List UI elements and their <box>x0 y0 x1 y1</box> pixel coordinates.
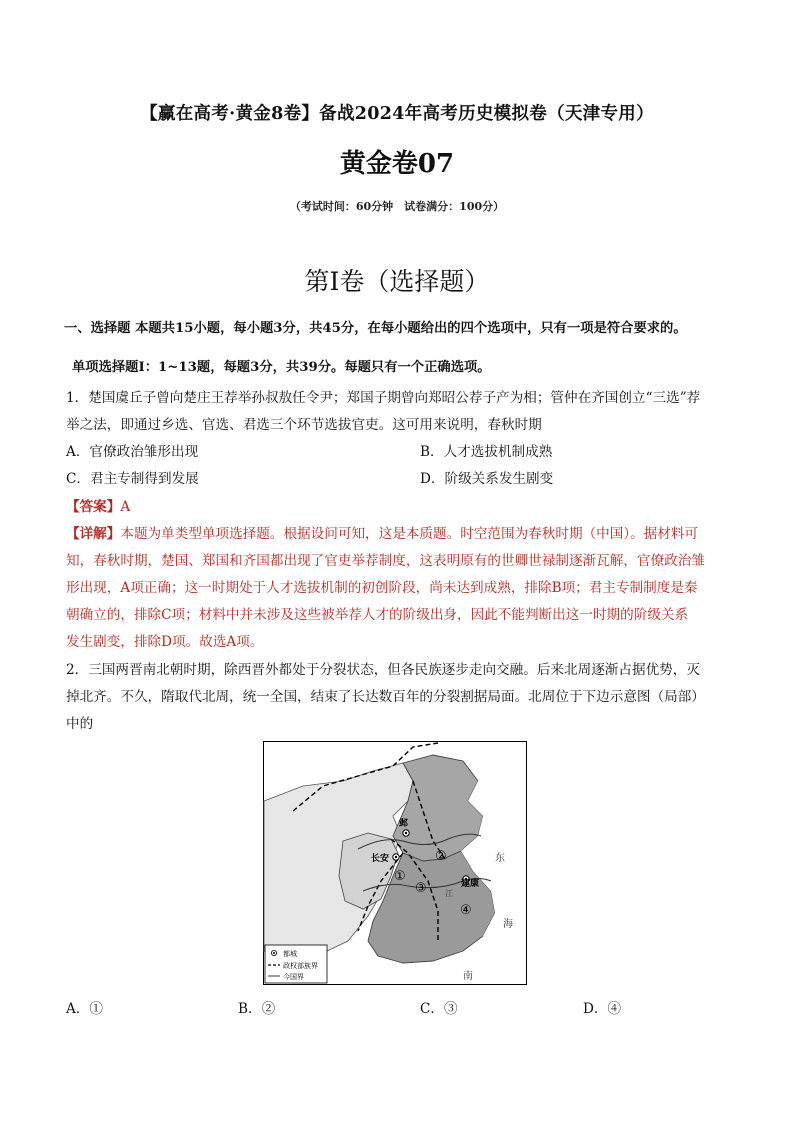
city-changan: 长安 <box>371 854 390 864</box>
q1-option-d: D．阶级关系发生剧变 <box>420 471 554 487</box>
answer-value: A <box>120 499 131 515</box>
city-jiankang: 建康 <box>461 879 480 889</box>
legend-capital: 都城 <box>283 950 297 958</box>
capital-marker <box>405 832 407 834</box>
legend-modern-border: 今国界 <box>283 973 304 981</box>
detail-text: 本题为单类型单项选择题。根据设问可知，这是本质题。时空范围为春秋时期（中国）。据材料可 <box>120 526 699 542</box>
q2-option-a: A．① <box>66 1001 104 1017</box>
region-label-3: ③ <box>415 881 427 896</box>
q1-stem-line: 1．楚国虞丘子曾向楚庄王荐举孙叔敖任令尹；郑国子期曾向郑昭公荐子产为相；管仲在齐国创立“三选”荐 <box>66 390 701 406</box>
q1-detail-line: 朝确立的，排除C项；材料中并未涉及这些被举荐人才的阶级出身，因此不能判断出这一时期的阶级关系 <box>66 607 689 623</box>
paper-title: 黄金卷07 <box>339 149 455 179</box>
q1-detail-line: 知，春秋时期，楚国、郑国和齐国都出现了官吏举荐制度，这表明原有的世卿世禄制逐渐瓦解，官僚政治雏 <box>66 553 705 569</box>
detail-label: 【详解】 <box>66 526 121 542</box>
section-instruction: 一、选择题 本题共15小题，每小题3分，共45分，在每小题给出的四个选项中，只有一项是符合要求的。 <box>64 321 687 336</box>
map-label-nan: 南 <box>463 971 473 982</box>
legend-regime-border: 政权部族界 <box>283 962 318 970</box>
region-label-4: ④ <box>460 903 472 918</box>
q2-option-d: D．④ <box>583 1001 622 1017</box>
q1-detail-line: 发生剧变，排除D项。故选A项。 <box>66 634 264 650</box>
map-label-jiang: 江 <box>445 889 453 898</box>
q2-stem-line: 中的 <box>66 716 94 732</box>
q2-option-c: C．③ <box>420 1001 458 1017</box>
region-label-1: ① <box>394 869 406 884</box>
sub-instruction: 单项选择题Ⅰ：1~13题，每题3分，共39分。每题只有一个正确选项。 <box>72 360 491 375</box>
series-title: 【赢在高考·黄金8卷】备战2024年高考历史模拟卷（天津专用） <box>140 104 654 124</box>
map-label-hai: 海 <box>503 919 513 930</box>
q1-detail-line: 形出现，A项正确；这一时期处于人才选拔机制的初创阶段，尚未达到成熟，排除B项；君主专制制度是秦 <box>66 580 698 596</box>
q1-option-c: C．君主专制得到发展 <box>66 471 199 487</box>
q1-detail-line <box>66 522 698 542</box>
q1-stem-line: 举之法，即通过乡选、官选、君选三个环节选拔官吏。这可用来说明，春秋时期 <box>66 417 542 433</box>
q2-option-b: B．② <box>238 1001 276 1017</box>
section-title: 第I卷（选择题） <box>304 267 490 296</box>
capital-marker <box>395 856 397 858</box>
q1-option-b: B．人才选拔机制成熟 <box>420 444 553 460</box>
region-label-2: ② <box>435 849 447 864</box>
answer-label: 【答案】 <box>66 499 121 515</box>
city-ye: 邺 <box>399 819 409 829</box>
q1-option-a: A．官僚政治雏形出现 <box>66 444 199 460</box>
historical-map <box>263 741 527 985</box>
exam-info: （考试时间：60分钟 试卷满分：100分） <box>289 200 505 213</box>
q1-answer <box>66 495 130 515</box>
map-label-dong: 东 <box>495 853 505 864</box>
q2-stem-line: 2．三国两晋南北朝时期，除西晋外都处于分裂状态，但各民族逐步走向交融。后来北周逐渐占据优势，灭 <box>66 662 700 678</box>
q2-stem-line: 掉北齐。不久，隋取代北周，统一全国，结束了长达数百年的分裂割据局面。北周位于下边示意图（局部） <box>66 689 705 705</box>
